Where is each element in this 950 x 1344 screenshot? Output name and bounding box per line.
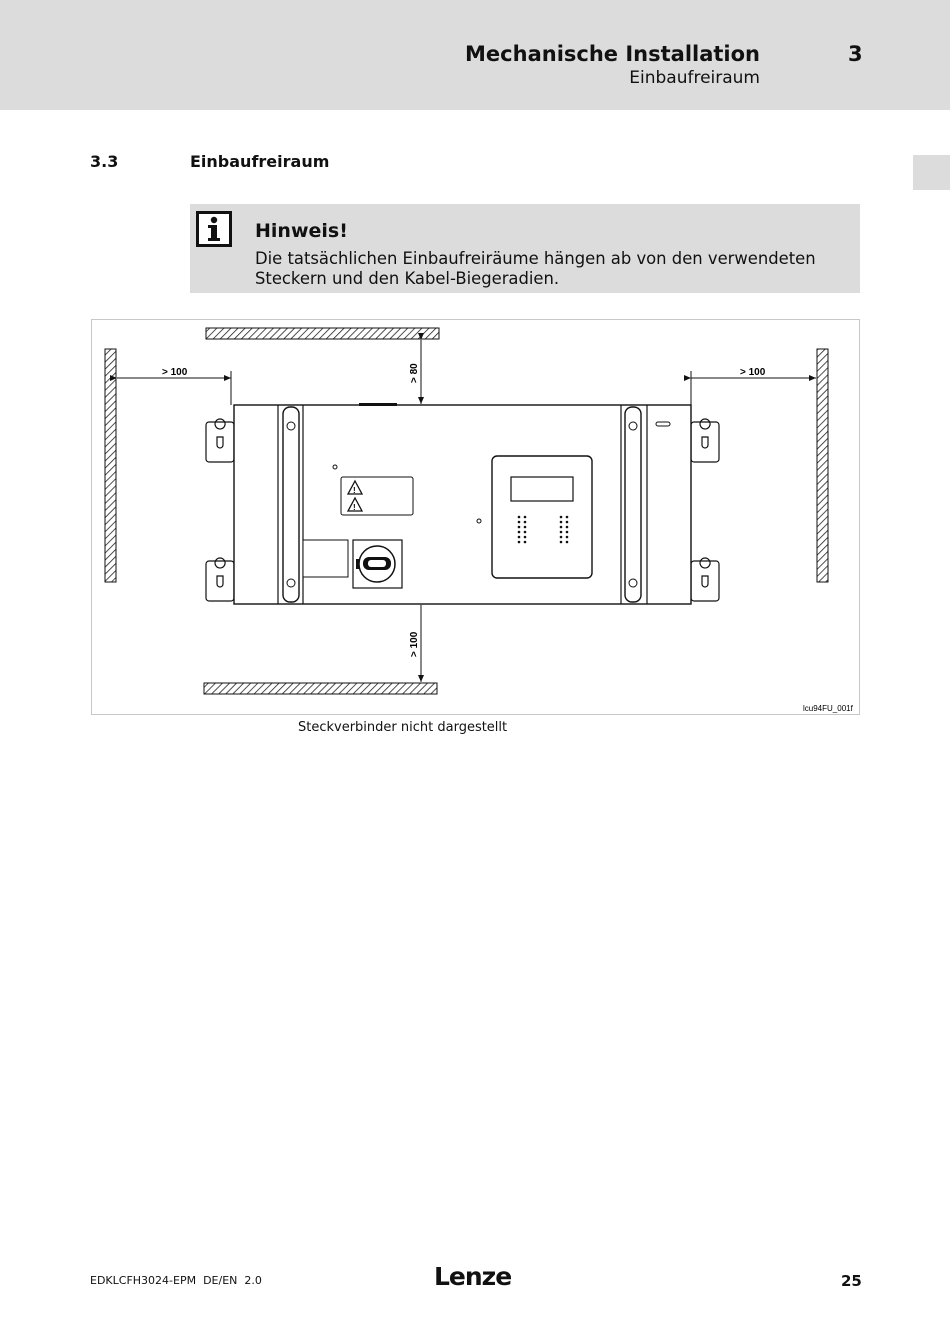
installation-clearance-diagram — [91, 319, 860, 715]
wall-top — [206, 328, 439, 339]
keypad-display — [511, 477, 573, 501]
footer-doc-ref: EDKLCFH3024-EPM DE/EN 2.0 — [90, 1274, 262, 1287]
dim-left-label: > 100 — [162, 367, 188, 378]
wall-right — [817, 349, 828, 582]
wall-bottom — [204, 683, 437, 694]
lenze-logo: Lenze — [434, 1262, 512, 1291]
figure-id: lcu94FU_001f — [803, 704, 853, 713]
bracket-top-left — [206, 422, 234, 462]
chapter-title: Mechanische Installation — [465, 42, 760, 66]
page-number: 25 — [841, 1272, 862, 1290]
svg-text:!: ! — [353, 503, 356, 512]
chapter-side-tab — [913, 155, 950, 190]
svg-text:!: ! — [353, 486, 356, 495]
figure-caption: Steckverbinder nicht dargestellt — [298, 720, 508, 735]
keypad-module — [492, 456, 592, 578]
chapter-number: 3 — [848, 42, 863, 66]
dim-right-label: > 100 — [740, 367, 766, 378]
note-title: Hinweis! — [255, 220, 348, 242]
note-text: Die tatsächlichen Einbaufreiräume hängen ab von den verwendeten Steckern und den Kabel-Biegeradien. — [255, 249, 816, 288]
bracket-top-right — [691, 422, 719, 462]
info-icon — [196, 211, 232, 247]
section-number: 3.3 — [90, 152, 119, 171]
dim-top-label: > 80 — [409, 363, 420, 383]
dim-bottom-label: > 100 — [409, 631, 420, 657]
wall-left — [105, 349, 116, 582]
bracket-bottom-right — [691, 561, 719, 601]
bracket-bottom-left — [206, 561, 234, 601]
section-title: Einbaufreiraum — [190, 152, 330, 171]
chapter-subtitle: Einbaufreiraum — [629, 68, 760, 88]
